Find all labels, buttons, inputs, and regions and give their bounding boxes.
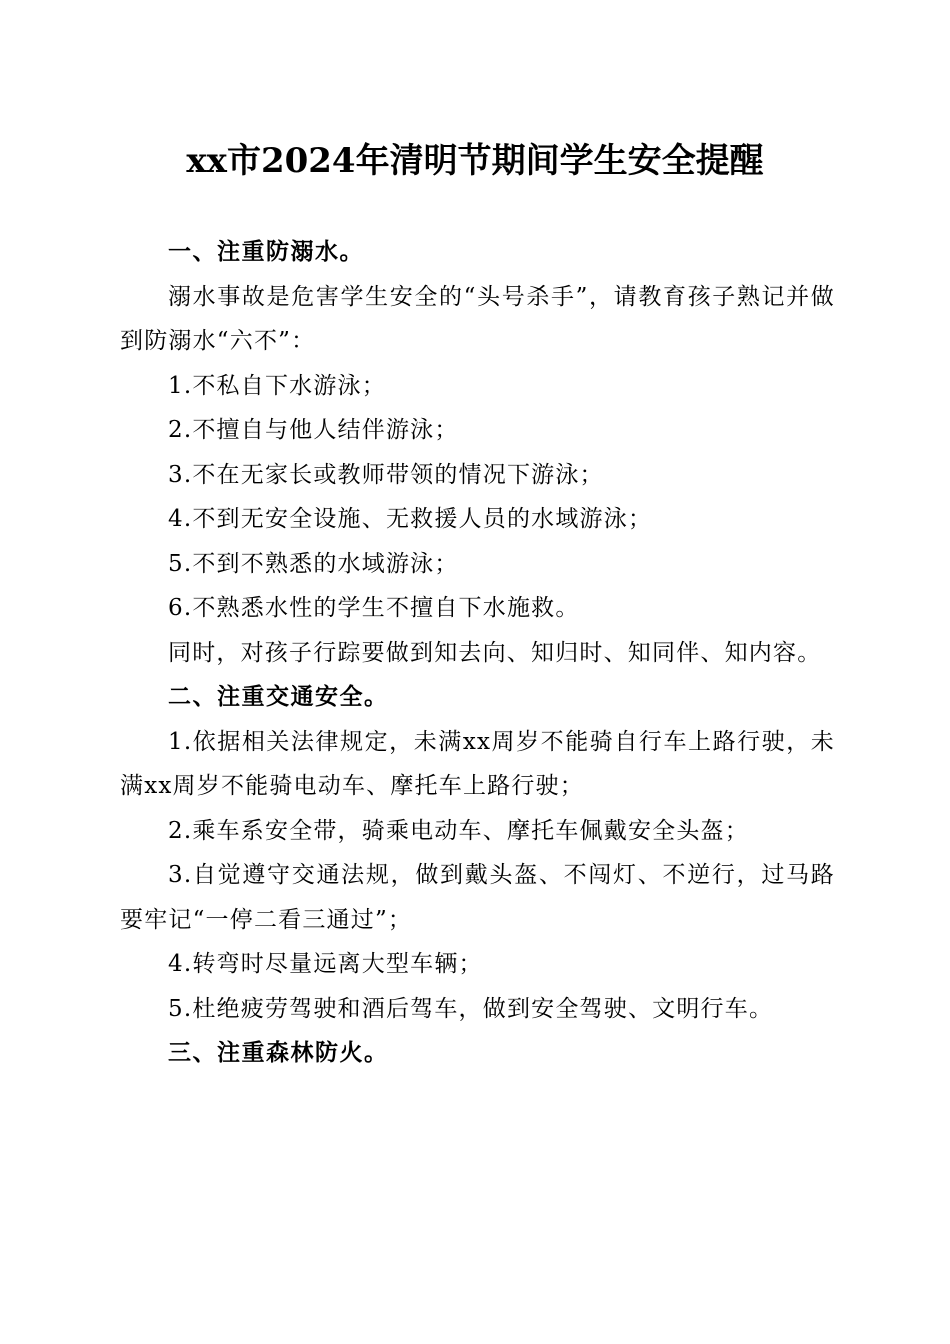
list-item: 5.杜绝疲劳驾驶和酒后驾车，做到安全驾驶、文明行车。 xyxy=(168,995,774,1022)
list-item: 1.依据相关法律规定，未满xx周岁不能骑自行车上路行驶，未满xx周岁不能骑电动车、摩托车上路行驶； xyxy=(120,728,835,799)
list-item: 2.乘车系安全带，骑乘电动车、摩托车佩戴安全头盔； xyxy=(168,817,749,844)
paragraph: 溺水事故是危害学生安全的“头号杀手”，请教育孩子熟记并做到防溺水“六不”： xyxy=(120,283,835,354)
section-heading-traffic: 二、注重交通安全。 xyxy=(168,684,389,710)
list-item: 4.不到无安全设施、无救援人员的水域游泳； xyxy=(168,506,653,532)
list-item: 3.不在无家长或教师带领的情况下游泳； xyxy=(168,461,604,488)
list-item: 6.不熟悉水性的学生不擅自下水施救。 xyxy=(168,595,580,621)
document-body xyxy=(120,230,835,1076)
list-item: 4.转弯时尽量远离大型车辆； xyxy=(168,951,483,977)
paragraph: 同时，对孩子行踪要做到知去向、知归时、知同伴、知内容。 xyxy=(168,639,822,666)
list-item: 3.自觉遵守交通法规，做到戴头盔、不闯灯、不逆行，过马路要牢记“一停二看三通过”； xyxy=(120,862,835,933)
list-item: 1.不私自下水游泳； xyxy=(168,372,386,399)
section-heading-fire: 三、注重森林防火。 xyxy=(168,1040,389,1066)
document-title: xx市2024年清明节期间学生安全提醒 xyxy=(186,141,764,181)
list-item: 5.不到不熟悉的水域游泳； xyxy=(168,550,459,577)
section-heading-drowning: 一、注重防溺水。 xyxy=(168,239,364,265)
list-item: 2.不擅自与他人结伴游泳； xyxy=(168,417,459,443)
